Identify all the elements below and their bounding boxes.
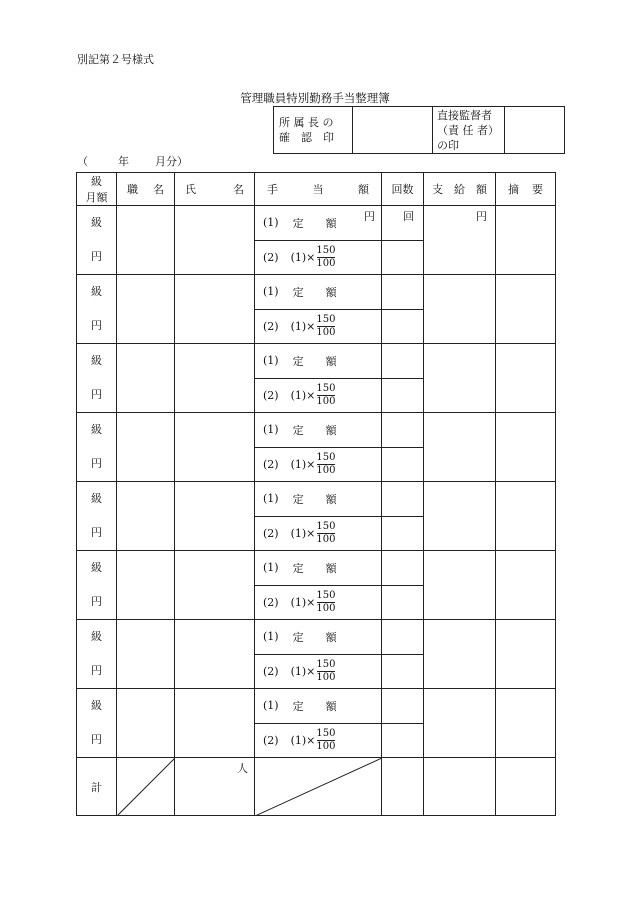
fraction-numerator: 150 [316,658,336,670]
line2-number: (2) [263,664,279,678]
count-cell-lower[interactable] [382,378,424,413]
remarks-cell[interactable] [496,206,556,275]
fraction-numerator: 150 [316,727,336,739]
count-cell[interactable] [382,551,424,586]
supervisor-label-line3: の印 [437,138,459,152]
ledger-row-top [77,344,556,379]
fraction [316,315,335,338]
header-grade-line1: 級 [91,175,102,188]
fixed-label-a: 定 [292,492,304,506]
ledger-row-top [77,206,556,241]
multiplied-amount-cell[interactable] [255,654,382,689]
fixed-amount-cell[interactable] [255,206,382,241]
employee-name-cell[interactable] [175,482,255,551]
line2-reference: (1)× [290,595,316,609]
header-remarks: 摘 要 [496,173,556,206]
grade-monthly-cell[interactable] [77,482,117,551]
grade-monthly-cell[interactable] [77,275,117,344]
monthly-yen-label: 円 [91,319,102,332]
total-position-cell [117,758,175,816]
chief-confirm-label [274,107,353,154]
form-number-label: 別記第２号様式 [77,53,154,66]
payment-cell[interactable] [424,689,496,758]
count-cell[interactable] [382,482,424,517]
line1-number: (1) [263,630,279,644]
fraction-numerator: 150 [316,313,336,325]
line2-number: (2) [263,733,279,747]
multiplied-amount-cell[interactable] [255,585,382,620]
fraction [316,729,335,752]
diagonal-line-icon [255,758,382,816]
line2-reference: (1)× [290,319,316,333]
count-cell-lower[interactable] [382,723,424,758]
line1-number: (1) [263,492,279,506]
chief-label-line2: 確 認 印 [279,131,334,144]
remarks-cell[interactable] [496,275,556,344]
ledger-row-top [77,482,556,517]
remarks-cell[interactable] [496,689,556,758]
count-cell-lower[interactable] [382,240,424,275]
payment-cell[interactable] [424,413,496,482]
count-cell[interactable] [382,344,424,379]
fraction-numerator: 150 [316,589,336,601]
total-allowance-cell [255,758,382,816]
payment-cell[interactable] [424,275,496,344]
line2-number: (2) [263,595,279,609]
line2-reference: (1)× [290,388,316,402]
line1-number: (1) [263,216,279,230]
amount-yen-unit: 円 [364,210,375,223]
header-name: 氏 名 [175,173,255,206]
fraction-denominator: 100 [316,395,336,407]
fixed-amount-cell[interactable] [255,689,382,724]
fixed-amount-cell[interactable] [255,275,382,310]
multiplied-amount-cell[interactable] [255,240,382,275]
supervisor-label [433,107,505,154]
fraction-denominator: 100 [316,326,336,338]
fixed-amount-cell[interactable] [255,620,382,655]
fraction [316,660,335,683]
fixed-label-a: 定 [292,354,304,368]
total-count-cell[interactable] [382,758,424,816]
header-payment: 支 給 額 [424,173,496,206]
monthly-yen-label: 円 [91,526,102,539]
chief-label-line1: 所 属 長 の [279,116,334,129]
monthly-yen-label: 円 [91,457,102,470]
employee-name-cell[interactable] [175,206,255,275]
grade-monthly-cell[interactable] [77,689,117,758]
line2-number: (2) [263,250,279,264]
multiplied-amount-cell[interactable] [255,723,382,758]
allowance-ledger-table [76,172,556,816]
fraction-denominator: 100 [316,257,336,269]
position-cell[interactable] [117,413,175,482]
grade-monthly-cell[interactable] [77,344,117,413]
fixed-amount-cell[interactable] [255,413,382,448]
employee-name-cell[interactable] [175,413,255,482]
fraction-numerator: 150 [316,244,336,256]
fraction-numerator: 150 [316,520,336,532]
total-row [77,758,556,816]
multiplied-amount-cell[interactable] [255,309,382,344]
ledger-row-top [77,275,556,310]
payment-cell[interactable] [424,344,496,413]
count-cell[interactable] [382,620,424,655]
fraction [316,246,335,269]
ledger-row-top [77,413,556,448]
multiplied-amount-cell[interactable] [255,378,382,413]
employee-name-cell[interactable] [175,344,255,413]
grade-label: 級 [91,216,102,229]
remarks-cell[interactable] [496,551,556,620]
supervisor-seal-cell[interactable] [505,107,565,154]
grade-label: 級 [91,285,102,298]
fraction-denominator: 100 [316,671,336,683]
count-cell-lower[interactable] [382,585,424,620]
supervisor-label-line1: 直接監督者 [437,108,492,122]
persons-unit: 人 [237,762,248,775]
header-row [77,173,556,206]
count-cell-lower[interactable] [382,447,424,482]
grade-label: 級 [91,423,102,436]
diagonal-line-icon [117,758,175,816]
header-position: 職 名 [117,173,175,206]
total-label: 計 [77,758,117,816]
count-cell[interactable] [382,413,424,448]
fixed-label-a: 定 [292,285,304,299]
grade-label: 級 [91,561,102,574]
header-allowance: 手 当 額 [255,173,382,206]
header-count: 回数 [382,173,424,206]
employee-name-cell[interactable] [175,275,255,344]
position-cell[interactable] [117,689,175,758]
monthly-yen-label: 円 [91,595,102,608]
line2-number: (2) [263,457,279,471]
fraction-denominator: 100 [316,740,336,752]
total-payment-cell[interactable] [424,758,496,816]
fixed-label-b: 額 [325,699,337,713]
fraction [316,522,335,545]
fixed-label-b: 額 [325,216,337,230]
multiplied-amount-cell[interactable] [255,516,382,551]
line2-reference: (1)× [290,733,316,747]
position-cell[interactable] [117,206,175,275]
fraction-denominator: 100 [316,533,336,545]
grade-monthly-cell[interactable] [77,413,117,482]
approval-seal-box [273,106,565,154]
header-grade-line2: 月額 [85,191,108,204]
fraction [316,591,335,614]
fixed-label-a: 定 [292,561,304,575]
fraction-denominator: 100 [316,464,336,476]
line1-number: (1) [263,699,279,713]
count-cell[interactable] [382,206,424,241]
fixed-amount-cell[interactable] [255,344,382,379]
ledger-row-top [77,620,556,655]
line2-reference: (1)× [290,457,316,471]
line2-reference: (1)× [290,250,316,264]
document-title: 管理職員特別勤務手当整理簿 [240,91,390,105]
fraction-numerator: 150 [316,451,336,463]
total-remarks-cell[interactable] [496,758,556,816]
monthly-yen-label: 円 [91,664,102,677]
count-cell-lower[interactable] [382,654,424,689]
count-unit: 回 [403,210,414,223]
fixed-label-a: 定 [292,699,304,713]
payment-cell[interactable] [424,206,496,275]
count-cell-lower[interactable] [382,516,424,551]
period-open: （ [77,155,88,168]
monthly-yen-label: 円 [91,250,102,263]
total-persons-cell[interactable] [175,758,255,816]
supervisor-label-line2: （責 任 者） [437,123,499,137]
count-cell-lower[interactable] [382,309,424,344]
period-month-label: 月分） [155,155,188,168]
grade-monthly-cell[interactable] [77,620,117,689]
position-cell[interactable] [117,551,175,620]
monthly-yen-label: 円 [91,388,102,401]
period-year-label: 年 [118,155,129,168]
employee-name-cell[interactable] [175,551,255,620]
fraction-numerator: 150 [316,382,336,394]
grade-label: 級 [91,492,102,505]
position-cell[interactable] [117,344,175,413]
grade-label: 級 [91,630,102,643]
chief-seal-cell[interactable] [353,107,433,154]
employee-name-cell[interactable] [175,620,255,689]
position-cell[interactable] [117,275,175,344]
position-cell[interactable] [117,620,175,689]
grade-label: 級 [91,699,102,712]
payment-cell[interactable] [424,551,496,620]
payment-yen-unit: 円 [476,210,487,223]
fixed-amount-cell[interactable] [255,551,382,586]
remarks-cell[interactable] [496,482,556,551]
count-cell[interactable] [382,689,424,724]
fraction-denominator: 100 [316,602,336,614]
grade-label: 級 [91,354,102,367]
ledger-row-top [77,551,556,586]
line1-number: (1) [263,354,279,368]
fraction [316,453,335,476]
line2-number: (2) [263,319,279,333]
fixed-label-b: 額 [325,630,337,644]
fixed-label-a: 定 [292,216,304,230]
payment-cell[interactable] [424,620,496,689]
line2-number: (2) [263,388,279,402]
line2-reference: (1)× [290,526,316,540]
line2-reference: (1)× [290,664,316,678]
line1-number: (1) [263,423,279,437]
line1-number: (1) [263,561,279,575]
fixed-amount-cell[interactable] [255,482,382,517]
line1-number: (1) [263,285,279,299]
position-cell[interactable] [117,482,175,551]
header-grade [77,173,117,206]
multiplied-amount-cell[interactable] [255,447,382,482]
fixed-label-b: 額 [325,561,337,575]
employee-name-cell[interactable] [175,689,255,758]
fixed-label-a: 定 [292,423,304,437]
payment-cell[interactable] [424,482,496,551]
line2-number: (2) [263,526,279,540]
fixed-label-b: 額 [325,423,337,437]
fraction [316,384,335,407]
monthly-yen-label: 円 [91,733,102,746]
grade-monthly-cell[interactable] [77,551,117,620]
period-line [77,156,188,167]
fixed-label-b: 額 [325,492,337,506]
fixed-label-b: 額 [325,285,337,299]
ledger-row-top [77,689,556,724]
fixed-label-a: 定 [292,630,304,644]
grade-monthly-cell[interactable] [77,206,117,275]
fixed-label-b: 額 [325,354,337,368]
remarks-cell[interactable] [496,620,556,689]
remarks-cell[interactable] [496,344,556,413]
count-cell[interactable] [382,275,424,310]
remarks-cell[interactable] [496,413,556,482]
